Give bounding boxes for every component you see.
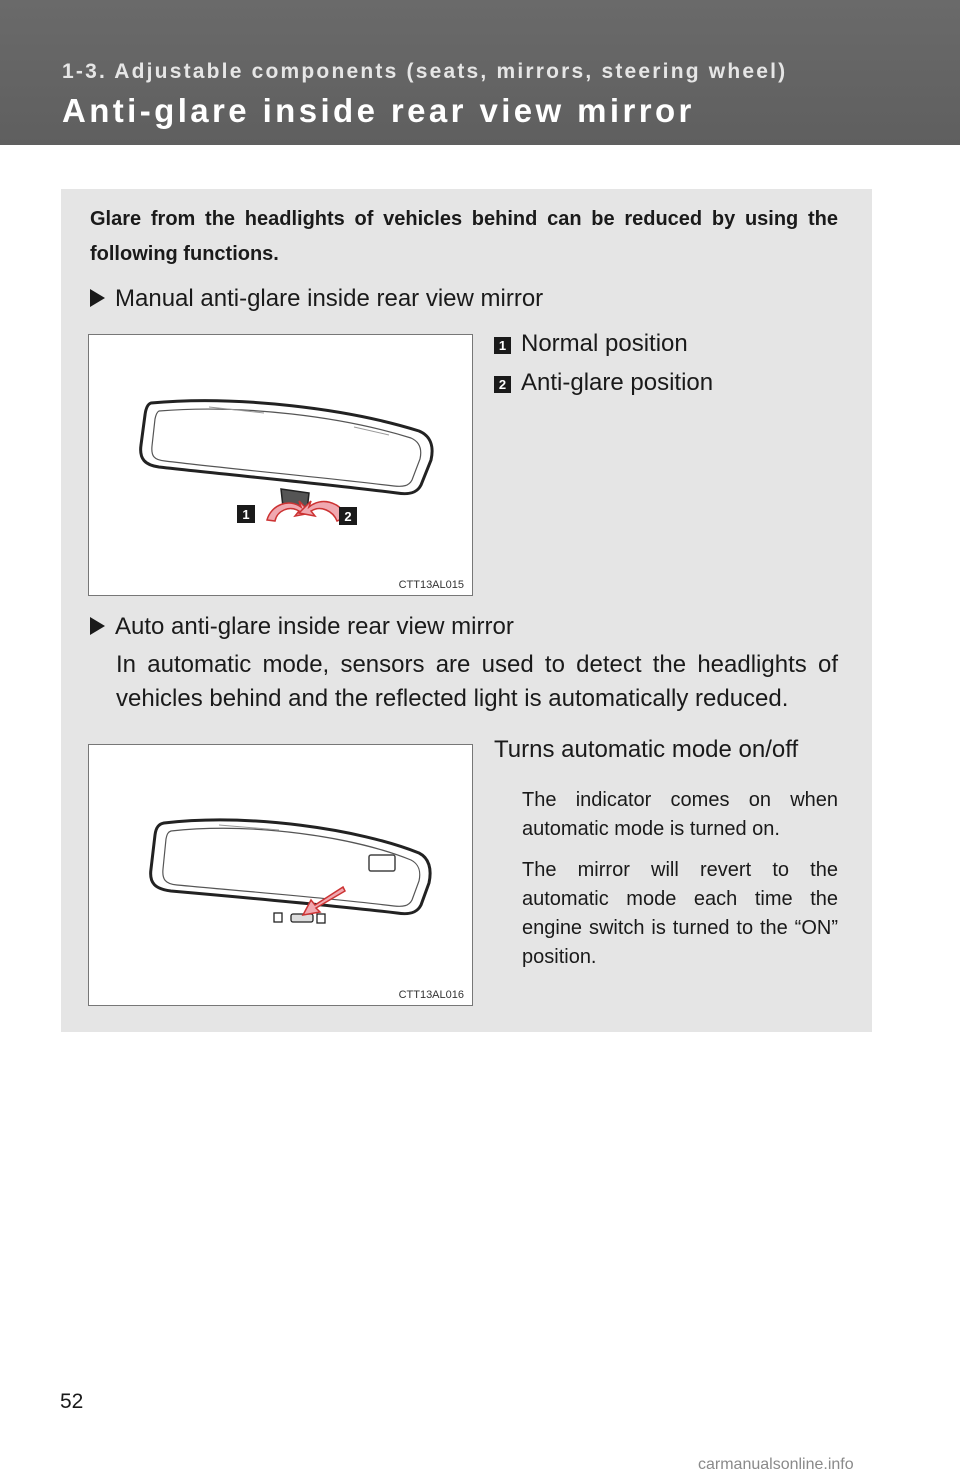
figure-code: CTT13AL015 (398, 579, 464, 591)
auto-heading-label: Auto anti-glare inside rear view mirror (115, 613, 514, 640)
callout-2-badge: 2 (494, 376, 511, 393)
callout-1-number: 1 (242, 507, 250, 522)
manual-mirror-figure (88, 334, 473, 596)
arrow-right-icon (90, 289, 105, 307)
manual-mirror-illustration (89, 335, 472, 595)
auto-button-label: Turns automatic mode on/off (494, 736, 799, 763)
watermark: carmanualsonline.info (698, 1456, 854, 1473)
callout-anti-glare-label: Anti-glare position (521, 369, 714, 396)
note-indicator: The indicator comes on when automatic mode is turned on. (522, 789, 838, 840)
manual-heading (90, 285, 543, 313)
note-revert: The mirror will revert to the automatic mode each time the engine switch is turned to the “ON” position. (522, 859, 838, 968)
arrow-right-icon (90, 617, 105, 635)
page-header (0, 0, 960, 145)
manual-heading-label: Manual anti-glare inside rear view mirror (115, 285, 544, 312)
auto-mirror-figure (88, 744, 473, 1006)
auto-heading (90, 613, 514, 641)
auto-mirror-illustration (89, 745, 472, 1005)
page-number: 52 (60, 1390, 84, 1413)
callout-normal (494, 330, 688, 358)
intro-text: Glare from the headlights of vehicles behind can be reduced by using the following functions. (90, 208, 838, 265)
page-title: Anti-glare inside rear view mirror (62, 92, 695, 129)
section-label: 1-3. Adjustable components (seats, mirrors, steering wheel) (62, 60, 788, 83)
callout-normal-label: Normal position (521, 330, 688, 357)
callout-2-number: 2 (344, 509, 352, 524)
callout-1-badge: 1 (494, 337, 511, 354)
figure-code: CTT13AL016 (398, 989, 464, 1001)
auto-button-icon (291, 914, 313, 922)
auto-description: In automatic mode, sensors are used to detect the headlights of vehicles behind and the reflected light is automatically reduced. (116, 651, 838, 712)
callout-anti-glare (494, 369, 713, 397)
